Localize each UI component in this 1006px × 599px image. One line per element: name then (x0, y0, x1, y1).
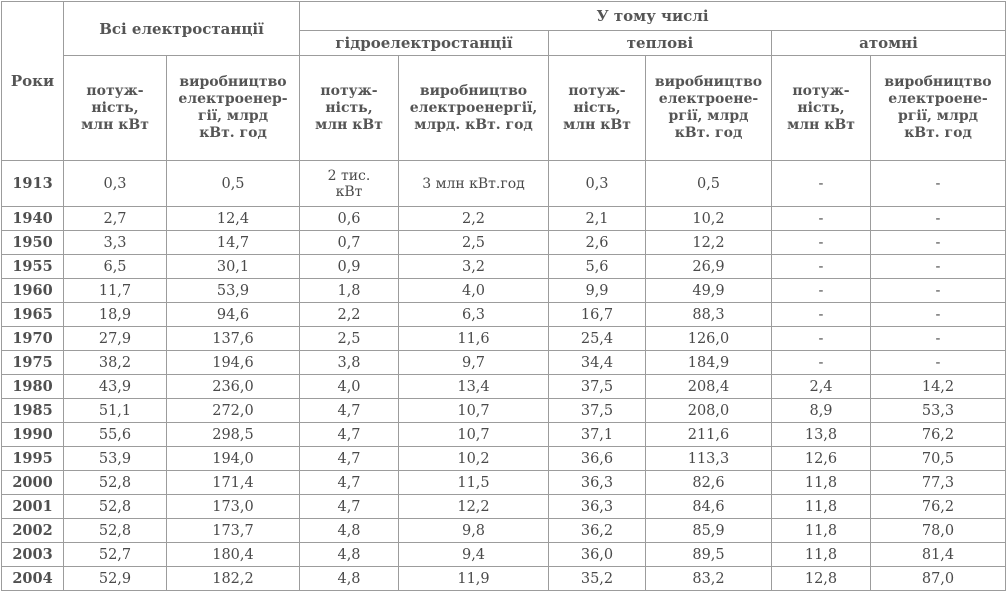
year-cell: 1990 (2, 423, 64, 447)
all-capacity-cell: 43,9 (64, 375, 167, 399)
table-row (2, 207, 1006, 231)
year-cell: 1975 (2, 351, 64, 375)
nuclear-production-cell: 76,2 (871, 423, 1006, 447)
year-cell: 1985 (2, 399, 64, 423)
nuclear-production-cell: 87,0 (871, 567, 1006, 591)
all-production-cell: 298,5 (167, 423, 300, 447)
all-production-cell: 30,1 (167, 255, 300, 279)
thermal-capacity-cell: 37,5 (549, 375, 646, 399)
all-capacity-cell: 51,1 (64, 399, 167, 423)
nuclear-header: атомні (772, 31, 1006, 56)
hydro-production-cell: 10,7 (399, 423, 549, 447)
hydro-production-cell: 13,4 (399, 375, 549, 399)
thermal-production-cell: 85,9 (646, 519, 772, 543)
year-cell: 2000 (2, 471, 64, 495)
hydro-capacity-cell: 2,5 (300, 327, 399, 351)
hydro-production-header: виробництво електроенергії, млрд. кВт. год (399, 56, 549, 161)
table-row (2, 303, 1006, 327)
all-production-cell: 0,5 (167, 161, 300, 207)
table-row (2, 423, 1006, 447)
nuclear-production-cell: 78,0 (871, 519, 1006, 543)
thermal-capacity-cell: 36,2 (549, 519, 646, 543)
years-header: Роки (2, 2, 64, 161)
year-cell: 1960 (2, 279, 64, 303)
thermal-capacity-cell: 2,1 (549, 207, 646, 231)
year-cell: 1950 (2, 231, 64, 255)
hydro-capacity-cell: 3,8 (300, 351, 399, 375)
hydro-capacity-cell: 4,7 (300, 399, 399, 423)
year-cell: 1940 (2, 207, 64, 231)
nuclear-capacity-cell: - (772, 303, 871, 327)
nuclear-capacity-cell: - (772, 231, 871, 255)
thermal-production-cell: 12,2 (646, 231, 772, 255)
nuclear-production-cell: 53,3 (871, 399, 1006, 423)
nuclear-capacity-cell: - (772, 207, 871, 231)
nuclear-capacity-cell: - (772, 161, 871, 207)
thermal-production-cell: 184,9 (646, 351, 772, 375)
all-capacity-cell: 52,8 (64, 471, 167, 495)
thermal-production-cell: 88,3 (646, 303, 772, 327)
hydro-production-cell: 6,3 (399, 303, 549, 327)
hydro-header: гідроелектростанції (300, 31, 549, 56)
table-row (2, 519, 1006, 543)
thermal-capacity-header: потуж- ність, млн кВт (549, 56, 646, 161)
nuclear-capacity-cell: 11,8 (772, 543, 871, 567)
thermal-capacity-cell: 25,4 (549, 327, 646, 351)
thermal-production-cell: 84,6 (646, 495, 772, 519)
all-capacity-cell: 52,8 (64, 495, 167, 519)
all-production-cell: 173,0 (167, 495, 300, 519)
all-production-cell: 272,0 (167, 399, 300, 423)
thermal-production-cell: 126,0 (646, 327, 772, 351)
nuclear-capacity-cell: 11,8 (772, 495, 871, 519)
year-cell: 1965 (2, 303, 64, 327)
year-cell: 2001 (2, 495, 64, 519)
all-capacity-cell: 0,3 (64, 161, 167, 207)
hydro-production-cell: 12,2 (399, 495, 549, 519)
thermal-capacity-cell: 37,1 (549, 423, 646, 447)
nuclear-capacity-cell: 8,9 (772, 399, 871, 423)
thermal-production-header: виробництво електроене- ргії, млрд кВт. год (646, 56, 772, 161)
including-header: У тому числі (300, 2, 1006, 31)
thermal-production-cell: 211,6 (646, 423, 772, 447)
thermal-capacity-cell: 36,3 (549, 471, 646, 495)
nuclear-capacity-cell: 13,8 (772, 423, 871, 447)
all-capacity-cell: 18,9 (64, 303, 167, 327)
nuclear-capacity-cell: - (772, 327, 871, 351)
thermal-capacity-cell: 5,6 (549, 255, 646, 279)
thermal-production-cell: 208,4 (646, 375, 772, 399)
thermal-capacity-cell: 2,6 (549, 231, 646, 255)
all-production-cell: 180,4 (167, 543, 300, 567)
all-capacity-cell: 55,6 (64, 423, 167, 447)
nuclear-production-cell: - (871, 327, 1006, 351)
year-cell: 1913 (2, 161, 64, 207)
thermal-capacity-cell: 36,6 (549, 447, 646, 471)
all-production-cell: 94,6 (167, 303, 300, 327)
hydro-capacity-header: потуж- ність, млн кВт (300, 56, 399, 161)
hydro-production-cell: 3,2 (399, 255, 549, 279)
hydro-capacity-cell: 1,8 (300, 279, 399, 303)
nuclear-production-cell: 76,2 (871, 495, 1006, 519)
all-capacity-cell: 2,7 (64, 207, 167, 231)
thermal-production-cell: 26,9 (646, 255, 772, 279)
thermal-capacity-cell: 34,4 (549, 351, 646, 375)
nuclear-capacity-cell: 12,6 (772, 447, 871, 471)
table-row (2, 543, 1006, 567)
table-row (2, 471, 1006, 495)
table-header (2, 2, 1006, 161)
all-production-cell: 194,6 (167, 351, 300, 375)
all-capacity-cell: 53,9 (64, 447, 167, 471)
hydro-production-cell: 3 млн кВт.год (399, 161, 549, 207)
table-row (2, 399, 1006, 423)
all-capacity-cell: 52,7 (64, 543, 167, 567)
hydro-capacity-cell: 0,7 (300, 231, 399, 255)
all-capacity-cell: 52,8 (64, 519, 167, 543)
all-capacity-cell: 3,3 (64, 231, 167, 255)
nuclear-production-cell: 81,4 (871, 543, 1006, 567)
hydro-production-cell: 11,6 (399, 327, 549, 351)
table-row (2, 351, 1006, 375)
thermal-header: теплові (549, 31, 772, 56)
nuclear-capacity-cell: 2,4 (772, 375, 871, 399)
hydro-capacity-cell: 4,8 (300, 519, 399, 543)
all-production-cell: 12,4 (167, 207, 300, 231)
thermal-production-cell: 83,2 (646, 567, 772, 591)
nuclear-production-cell: 77,3 (871, 471, 1006, 495)
hydro-capacity-cell: 4,7 (300, 447, 399, 471)
all-production-cell: 171,4 (167, 471, 300, 495)
thermal-capacity-cell: 36,3 (549, 495, 646, 519)
thermal-production-cell: 49,9 (646, 279, 772, 303)
thermal-production-cell: 0,5 (646, 161, 772, 207)
year-cell: 1955 (2, 255, 64, 279)
thermal-production-cell: 82,6 (646, 471, 772, 495)
all-production-cell: 182,2 (167, 567, 300, 591)
nuclear-capacity-cell: 12,8 (772, 567, 871, 591)
hydro-capacity-cell: 2,2 (300, 303, 399, 327)
table-row (2, 255, 1006, 279)
nuclear-production-cell: - (871, 303, 1006, 327)
hydro-production-cell: 9,8 (399, 519, 549, 543)
hydro-production-cell: 4,0 (399, 279, 549, 303)
nuclear-production-header: виробництво електроене- ргії, млрд кВт. год (871, 56, 1006, 161)
all-production-cell: 14,7 (167, 231, 300, 255)
table-row (2, 447, 1006, 471)
year-cell: 1970 (2, 327, 64, 351)
hydro-production-cell: 9,4 (399, 543, 549, 567)
thermal-capacity-cell: 9,9 (549, 279, 646, 303)
hydro-production-cell: 11,9 (399, 567, 549, 591)
all-production-cell: 194,0 (167, 447, 300, 471)
nuclear-production-cell: - (871, 351, 1006, 375)
table-row (2, 161, 1006, 207)
all-capacity-cell: 27,9 (64, 327, 167, 351)
all-capacity-cell: 6,5 (64, 255, 167, 279)
all-production-header: виробництво електроенер- гії, млрд кВт. год (167, 56, 300, 161)
hydro-capacity-cell: 4,8 (300, 567, 399, 591)
all-production-cell: 137,6 (167, 327, 300, 351)
thermal-production-cell: 208,0 (646, 399, 772, 423)
hydro-capacity-cell: 4,8 (300, 543, 399, 567)
all-capacity-header: потуж- ність, млн кВт (64, 56, 167, 161)
thermal-production-cell: 113,3 (646, 447, 772, 471)
table-body (2, 161, 1006, 591)
nuclear-capacity-cell: 11,8 (772, 471, 871, 495)
hydro-production-cell: 10,7 (399, 399, 549, 423)
nuclear-capacity-cell: 11,8 (772, 519, 871, 543)
hydro-capacity-cell: 0,6 (300, 207, 399, 231)
hydro-production-cell: 2,5 (399, 231, 549, 255)
year-cell: 2002 (2, 519, 64, 543)
all-plants-header: Всі електростанції (64, 2, 300, 56)
thermal-capacity-cell: 36,0 (549, 543, 646, 567)
all-capacity-cell: 38,2 (64, 351, 167, 375)
nuclear-production-cell: - (871, 161, 1006, 207)
power-plants-table (1, 1, 1006, 591)
all-production-cell: 173,7 (167, 519, 300, 543)
all-capacity-cell: 52,9 (64, 567, 167, 591)
hydro-capacity-cell: 4,7 (300, 495, 399, 519)
year-cell: 2004 (2, 567, 64, 591)
table-row (2, 327, 1006, 351)
nuclear-capacity-header: потуж- ність, млн кВт (772, 56, 871, 161)
hydro-production-cell: 10,2 (399, 447, 549, 471)
thermal-capacity-cell: 16,7 (549, 303, 646, 327)
year-cell: 2003 (2, 543, 64, 567)
table-row (2, 231, 1006, 255)
all-production-cell: 236,0 (167, 375, 300, 399)
nuclear-production-cell: - (871, 207, 1006, 231)
hydro-production-cell: 11,5 (399, 471, 549, 495)
thermal-capacity-cell: 37,5 (549, 399, 646, 423)
year-cell: 1980 (2, 375, 64, 399)
hydro-capacity-cell: 2 тис. кВт (300, 161, 399, 207)
nuclear-production-cell: - (871, 279, 1006, 303)
nuclear-capacity-cell: - (772, 255, 871, 279)
hydro-production-cell: 9,7 (399, 351, 549, 375)
thermal-capacity-cell: 0,3 (549, 161, 646, 207)
table-row (2, 375, 1006, 399)
nuclear-capacity-cell: - (772, 351, 871, 375)
nuclear-production-cell: - (871, 255, 1006, 279)
table-row (2, 495, 1006, 519)
hydro-capacity-cell: 4,7 (300, 471, 399, 495)
nuclear-capacity-cell: - (772, 279, 871, 303)
nuclear-production-cell: - (871, 231, 1006, 255)
nuclear-production-cell: 14,2 (871, 375, 1006, 399)
hydro-capacity-cell: 4,0 (300, 375, 399, 399)
table-row (2, 567, 1006, 591)
thermal-production-cell: 89,5 (646, 543, 772, 567)
table-row (2, 279, 1006, 303)
all-capacity-cell: 11,7 (64, 279, 167, 303)
hydro-capacity-cell: 4,7 (300, 423, 399, 447)
hydro-production-cell: 2,2 (399, 207, 549, 231)
hydro-capacity-cell: 0,9 (300, 255, 399, 279)
nuclear-production-cell: 70,5 (871, 447, 1006, 471)
thermal-capacity-cell: 35,2 (549, 567, 646, 591)
year-cell: 1995 (2, 447, 64, 471)
all-production-cell: 53,9 (167, 279, 300, 303)
thermal-production-cell: 10,2 (646, 207, 772, 231)
